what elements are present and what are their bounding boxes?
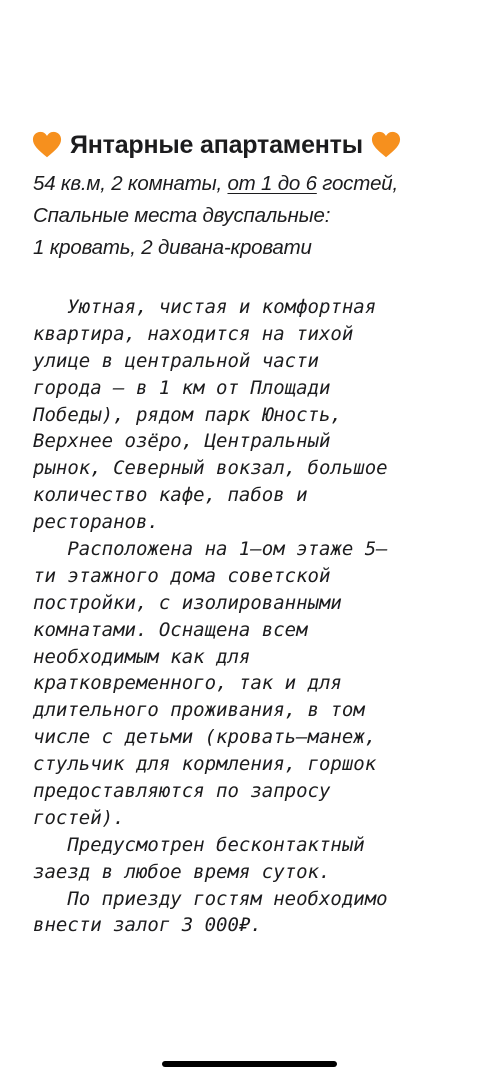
description-line: необходимым как для xyxy=(33,645,251,668)
description-line: заезд в любое время суток. xyxy=(33,860,331,883)
post-description xyxy=(33,294,473,939)
description-line: Предусмотрен бесконтактный xyxy=(33,833,365,856)
description-line: рынок, Северный вокзал, большое xyxy=(33,457,388,480)
description-line: числе с детьми (кровать–манеж, xyxy=(33,726,377,749)
description-line: гостей). xyxy=(33,806,125,829)
description-line: постройки, с изолированными xyxy=(33,591,342,614)
description-line: внести залог 3 000₽. xyxy=(33,914,262,937)
subtitle-beds-heading: Спальные места двуспальные: xyxy=(33,204,331,227)
description-line: длительного проживания, в том xyxy=(33,699,365,722)
description-line: Уютная, чистая и комфортная xyxy=(33,296,377,318)
description-line: улице в центральной части xyxy=(33,349,319,372)
description-line: количество кафе, пабов и xyxy=(33,484,308,507)
description-line: предоставляются по запросу xyxy=(33,780,331,803)
description-line: Верхнее озёро, Центральный xyxy=(33,430,331,453)
description-line: стульчик для кормления, горшок xyxy=(33,753,377,776)
subtitle-area-rooms: 54 кв.м, 2 комнаты, xyxy=(33,172,228,195)
description-line: ти этажного дома советской xyxy=(33,564,331,587)
post-title: Янтарные апартаменты xyxy=(70,130,363,159)
description-line: Расположена на 1–ом этаже 5– xyxy=(33,538,388,561)
description-line: квартира, находится на тихой xyxy=(33,322,354,345)
post-title-row xyxy=(32,128,472,162)
subtitle-guests: гостей, xyxy=(316,172,398,195)
description-line: ресторанов. xyxy=(33,511,159,534)
description-line: кратковременного, так и для xyxy=(33,672,342,695)
subtitle-beds-list: 1 кровать, 2 дивана-кровати xyxy=(33,236,312,259)
description-line: Победы), рядом парк Юность, xyxy=(33,403,342,426)
description-line: комнатами. Оснащена всем xyxy=(33,618,308,641)
home-indicator[interactable] xyxy=(162,1061,337,1067)
faded-top-area xyxy=(0,0,499,110)
orange-heart-icon xyxy=(32,130,62,160)
guest-range-link[interactable]: от 1 до 6 xyxy=(227,172,317,195)
description-line: По приезду гостям необходимо xyxy=(33,887,388,910)
orange-heart-icon xyxy=(371,130,401,160)
subtitle-area-rooms-guests xyxy=(33,172,473,196)
description-line: города – в 1 км от Площади xyxy=(33,376,331,399)
